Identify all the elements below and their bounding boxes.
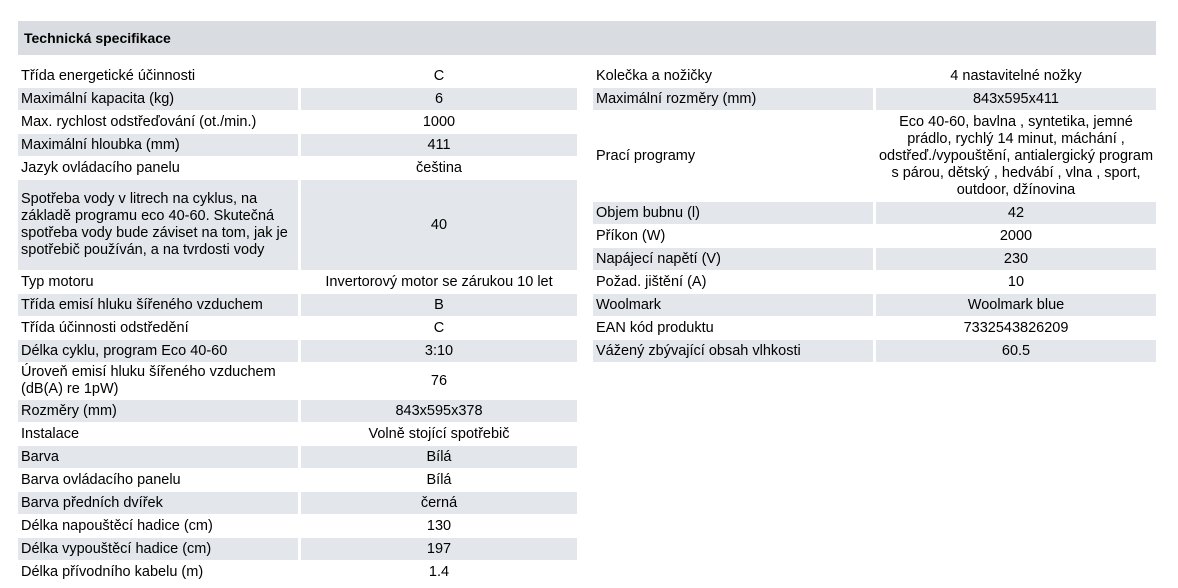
table-row	[18, 469, 577, 491]
table-row	[18, 271, 577, 293]
spec-label: Objem bubnu (l)	[593, 202, 873, 224]
spec-value: Volně stojící spotřebič	[368, 425, 510, 442]
spec-value: čeština	[416, 159, 462, 176]
spec-label: Úroveň emisí hluku šířeného vzduchem (dB(A) re 1pW)	[21, 364, 276, 397]
table-row	[18, 340, 577, 362]
spec-label: Délka cyklu, program Eco 40-60	[18, 340, 298, 362]
spec-value: 411	[301, 134, 577, 156]
table-row	[18, 492, 577, 514]
spec-value: C	[433, 67, 445, 84]
spec-value: 1.4	[428, 563, 450, 580]
spec-value: C	[433, 319, 445, 336]
spec-label: Rozměry (mm)	[18, 400, 298, 422]
table-row	[18, 65, 577, 87]
spec-value: 843x595x378	[301, 400, 577, 422]
table-row	[593, 202, 1156, 224]
spec-value: Invertorový motor se zárukou 10 let	[325, 273, 553, 290]
spec-label: Příkon (W)	[596, 227, 666, 244]
table-row	[593, 317, 1156, 339]
spec-label: Maximální hloubka (mm)	[18, 134, 298, 156]
table-row	[593, 248, 1156, 270]
table-row	[593, 294, 1156, 316]
table-row	[18, 157, 577, 179]
spec-value: 1000	[422, 113, 456, 130]
spec-value: 7332543826209	[963, 319, 1069, 336]
spec-value: B	[301, 294, 577, 316]
spec-label: Délka vypouštěcí hadice (cm)	[18, 538, 298, 560]
table-row	[18, 180, 577, 270]
spec-label: Maximální rozměry (mm)	[593, 88, 873, 110]
table-row	[18, 446, 577, 468]
spec-label: Barva předních dvířek	[18, 492, 298, 514]
spec-value: Woolmark blue	[876, 294, 1156, 316]
table-row	[18, 134, 577, 156]
spec-label: Vážený zbývající obsah vlhkosti	[593, 340, 873, 362]
spec-value: 40	[301, 180, 577, 270]
spec-value: 76	[430, 372, 448, 389]
spec-value: 4 nastavitelné nožky	[950, 67, 1082, 84]
spec-table-right	[593, 65, 1156, 363]
spec-label: Max. rychlost odstřeďování (ot./min.)	[21, 113, 257, 130]
spec-label: Instalace	[21, 425, 80, 442]
spec-table-left	[18, 65, 577, 584]
spec-label: Maximální kapacita (kg)	[18, 88, 298, 110]
spec-label: Třída energetické účinnosti	[21, 67, 196, 84]
spec-label: Třída účinnosti odstředění	[21, 319, 189, 336]
table-row	[593, 340, 1156, 362]
spec-label: Barva ovládacího panelu	[21, 471, 181, 488]
spec-label: Kolečka a nožičky	[596, 67, 713, 84]
spec-label: Prací programy	[596, 147, 696, 164]
spec-label: Jazyk ovládacího panelu	[21, 159, 180, 176]
spec-value: 230	[876, 248, 1156, 270]
table-row	[18, 561, 577, 583]
spec-label: Typ motoru	[21, 273, 94, 290]
spec-value: 3:10	[301, 340, 577, 362]
spec-value: 843x595x411	[876, 88, 1156, 110]
spec-value: černá	[301, 492, 577, 514]
table-row	[593, 225, 1156, 247]
spec-value: Bílá	[301, 446, 577, 468]
spec-value: 10	[1007, 273, 1025, 290]
spec-value: 42	[876, 202, 1156, 224]
spec-value: 197	[301, 538, 577, 560]
spec-label: Délka napouštěcí hadice (cm)	[21, 517, 213, 534]
spec-value: 2000	[999, 227, 1033, 244]
table-row	[18, 294, 577, 316]
table-row	[18, 400, 577, 422]
spec-label: EAN kód produktu	[596, 319, 714, 336]
spec-label: Délka přívodního kabelu (m)	[21, 563, 204, 580]
table-row	[18, 515, 577, 537]
table-row	[593, 271, 1156, 293]
table-row	[18, 538, 577, 560]
table-row	[18, 111, 577, 133]
table-row	[593, 88, 1156, 110]
table-row	[18, 363, 577, 399]
spec-value: 6	[301, 88, 577, 110]
spec-value: 130	[426, 517, 452, 534]
spec-label: Woolmark	[593, 294, 873, 316]
spec-label: Třída emisí hluku šířeného vzduchem	[18, 294, 298, 316]
table-row	[593, 65, 1156, 87]
spec-value: Bílá	[426, 471, 452, 488]
spec-value: Eco 40-60, bavlna , syntetika, jemné prádlo, rychlý 14 minut, máchání , odstřeď./vypouštění, antialergický program s párou, dětský , hedvábí , vlna , sport, outdoor, džínovina	[878, 113, 1154, 198]
table-row	[593, 111, 1156, 201]
table-row	[18, 317, 577, 339]
section-header	[18, 21, 1156, 55]
spec-label: Požad. jištění (A)	[596, 273, 707, 290]
spec-value: 60.5	[876, 340, 1156, 362]
table-row	[18, 88, 577, 110]
spec-label: Spotřeba vody v litrech na cyklus, na základě programu eco 40-60. Skutečná spotřeba vody bude záviset na tom, jak je spotřebič používán, a na tvrdosti vody	[18, 180, 298, 270]
table-row	[18, 423, 577, 445]
section-title: Technická specifikace	[24, 30, 171, 46]
spec-label: Napájecí napětí (V)	[593, 248, 873, 270]
spec-label: Barva	[18, 446, 298, 468]
